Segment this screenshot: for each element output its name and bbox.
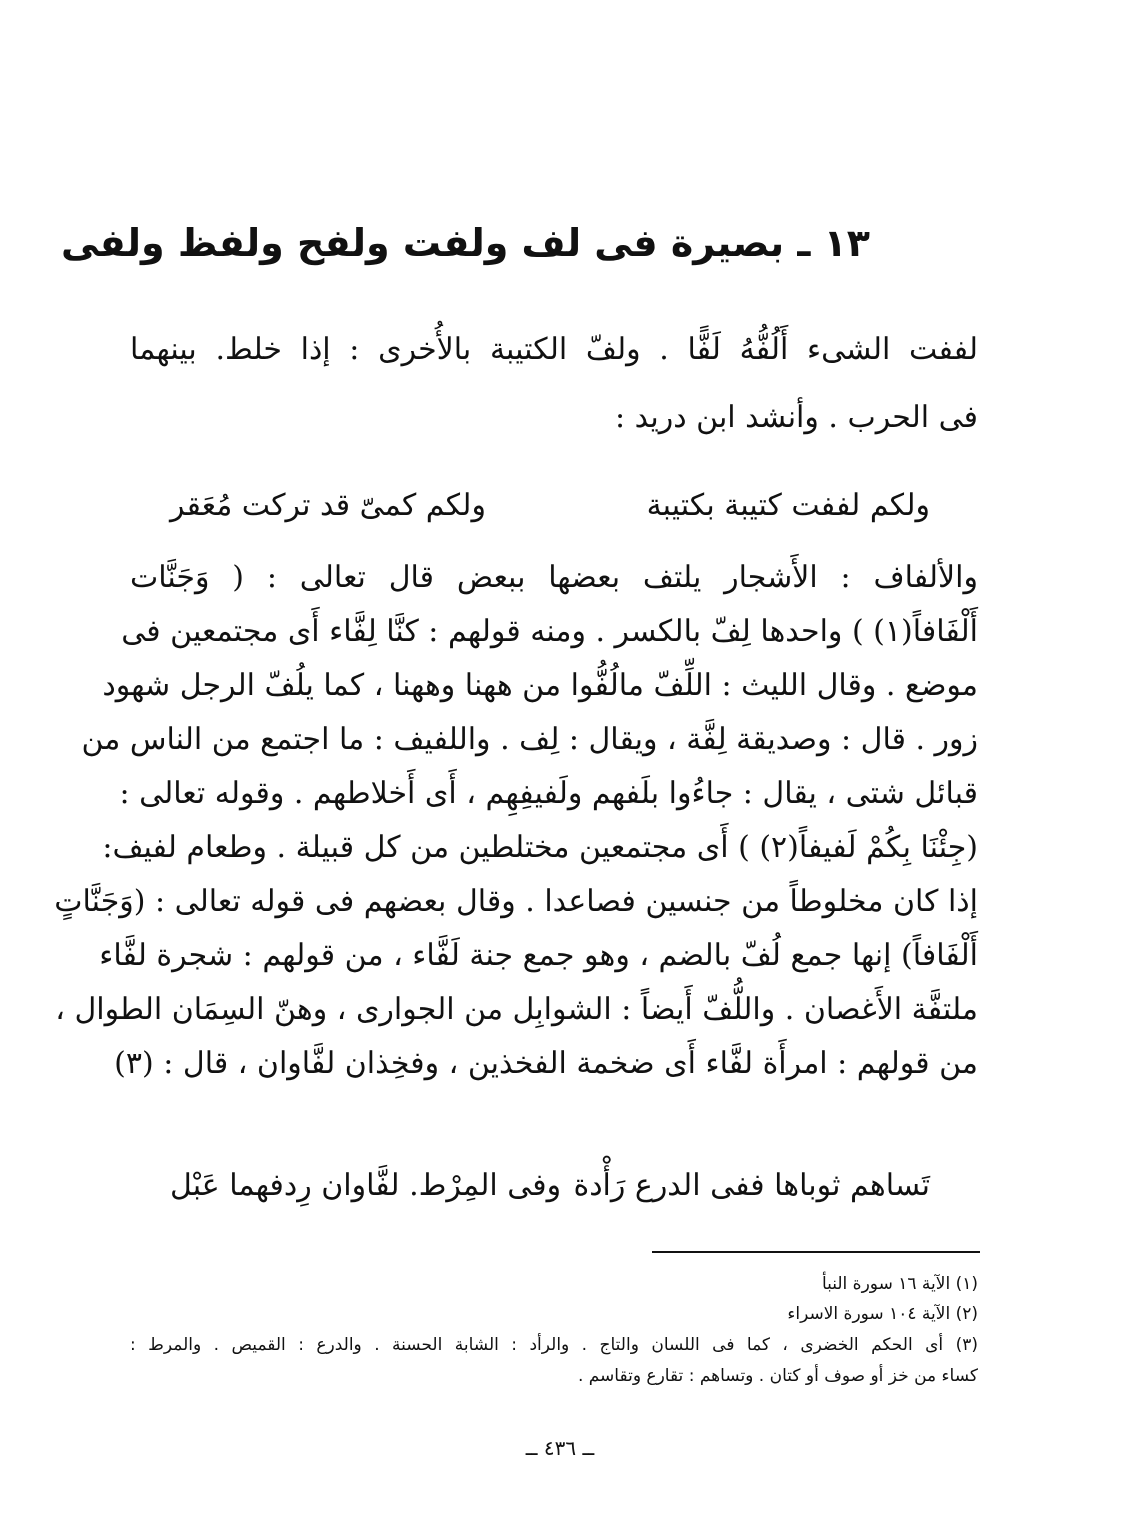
text-line: موضع . وقال الليث : اللِّفّ مالُفُّوا من ههنا وههنا ، كما يلُفّ الرجل شهود (102, 668, 978, 703)
text-line: لففت الشىء أَلُفُّهُ لَفًّا . ولفّ الكتيبة بالأُخرى : إذا خلط. بينهما (130, 332, 978, 367)
verse-line (170, 1160, 930, 1212)
verse-first-hemistich: تَساهم ثوباها ففى الدرع رَأْدة (573, 1168, 930, 1203)
text-line: قبائل شتى ، يقال : جاءُوا بلَفهم ولَفيفِهِم ، أَى أَخلاطهم . وقوله تعالى : (119, 776, 978, 811)
verse-second-hemistich: وفى المِرْط. لفَّاوان رِدفهما عَبْل (170, 1168, 562, 1203)
verse-line (170, 480, 930, 532)
text-line: ملتفَّة الأَغصان . واللُّفّ أَيضاً : الشوابِل من الجوارى ، وهنّ السِمَان الطوال ، (55, 992, 978, 1027)
footnote: كساء من خز أو صوف أو كتان . وتساهم : تقارع وتقاسم . (577, 1366, 978, 1386)
text-line: (جِئْنَا بِكُمْ لَفيفاً(٢) ) أَى مجتمعين مختلطين من كل قبيلة . وطعام لفيف: (102, 830, 978, 865)
text-line: من قولهم : امرأَة لفَّاء أَى ضخمة الفخذين ، وفخِذان لفَّاوان ، قال : (٣) (114, 1046, 978, 1081)
footnote: (٣) أى الحكم الخضرى ، كما فى اللسان والتاج . والرأد : الشابة الحسنة . والدرع : القميص . والمرط : (130, 1335, 978, 1355)
footnote: (١) الآية ١٦ سورة النبأ (821, 1274, 978, 1294)
footnote-separator (652, 1251, 980, 1253)
text-line: أَلْفَافاً(١) ) واحدها لِفّ بالكسر . ومنه قولهم : كنَّا لِفَّاء أَى مجتمعين فى (121, 614, 978, 649)
text-line: والألفاف : الأَشجار يلتف بعضها ببعض قال تعالى : ( وَجَنَّات (130, 560, 978, 595)
text-line: فى الحرب . وأنشد ابن دريد : (615, 400, 978, 435)
verse-second-hemistich: ولكم كمىّ قد تركت مُعَقر (170, 488, 486, 523)
page-number: ــ ٤٣٦ ــ (525, 1436, 595, 1460)
footnote: (٢) الآية ١٠٤ سورة الاسراء (787, 1304, 978, 1324)
text-line: زور . قال : وصديقة لِفَّة ، ويقال : لِف . واللفيف : ما اجتمع من الناس من (81, 722, 978, 757)
text-line: إذا كان مخلوطاً من جنسين فصاعدا . وقال بعضهم فى قوله تعالى : (وَجَنَّاتٍ (54, 884, 978, 919)
verse-first-hemistich: ولكم لففت كتيبة بكتيبة (646, 488, 930, 523)
page-title: ١٣ ـ بصيرة فى لف ولفت ولفح ولفظ ولفى (60, 221, 870, 265)
text-line: أَلْفَافاً) إنها جمع لُفّ بالضم ، وهو جمع جنة لَفَّاء ، من قولهم : شجرة لفَّاء (99, 938, 978, 973)
